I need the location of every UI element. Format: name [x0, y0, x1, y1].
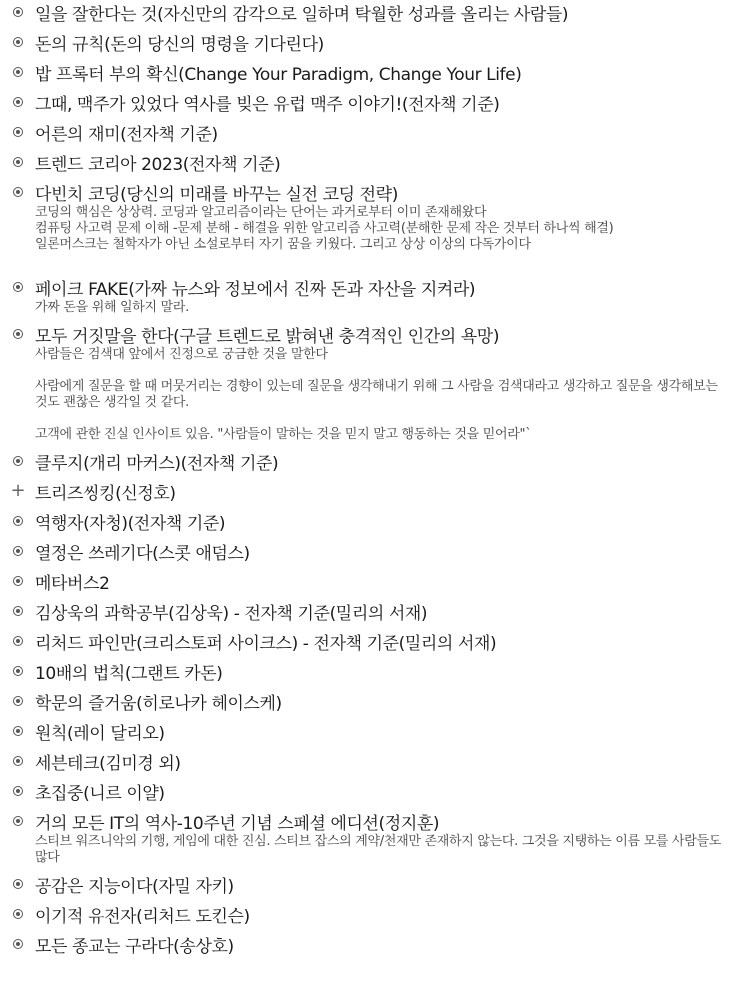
- outline-node[interactable]: [0, 659, 756, 689]
- outline-node-title[interactable]: 이기적 유전자(리처드 도킨슨): [35, 907, 250, 927]
- outline-node-title[interactable]: 초집중(니르 이얄): [35, 784, 165, 804]
- bullet-icon[interactable]: [10, 124, 26, 140]
- note-line: 스티브 워즈니악의 기행, 게임에 대한 진심. 스티브 잡스의 계약/천재만 존재하지 않는다. 그것을 지탱하는 이름 모를 사람들도 많다: [35, 834, 721, 865]
- outline-node-note[interactable]: [35, 834, 722, 872]
- note-line: 코딩의 핵심은 상상력. 코딩과 알고리즘이라는 단어는 과거로부터 이미 존재해왔다: [35, 205, 487, 220]
- bullet-icon[interactable]: [10, 723, 26, 739]
- outline-node-title[interactable]: 트렌드 코리아 2023(전자책 기준): [35, 155, 281, 175]
- outline-node-title[interactable]: 열정은 쓰레기다(스콧 애덤스): [35, 544, 250, 564]
- bullet-icon[interactable]: [10, 154, 26, 170]
- outline-node[interactable]: [0, 599, 756, 629]
- outline-node-title[interactable]: 공감은 지능이다(자밀 자키): [35, 877, 234, 897]
- outline-node-title[interactable]: 원칙(레이 달리오): [35, 724, 165, 744]
- note-line: [35, 253, 722, 269]
- bullet-icon[interactable]: [10, 573, 26, 589]
- note-line: 가짜 돈을 위해 일하지 말라.: [35, 300, 189, 315]
- bullet-icon[interactable]: [10, 453, 26, 469]
- bullet-icon[interactable]: [10, 876, 26, 892]
- outline-node[interactable]: [0, 779, 756, 809]
- bullet-icon[interactable]: [10, 34, 26, 50]
- note-line: [35, 411, 722, 427]
- note-line: 사람에게 질문을 할 때 머뭇거리는 경향이 있는데 질문을 생각해내기 위해 그 사람을 검색대라고 생각하고 질문을 생각해보는 것도 괜찮은 생각일 것 같다.: [35, 379, 718, 410]
- outline-node-title[interactable]: 돈의 규칙(돈의 당신의 명령을 기다린다): [35, 35, 324, 55]
- bullet-icon[interactable]: [10, 936, 26, 952]
- outline-node-title[interactable]: 모든 종교는 구라다(송상호): [35, 937, 234, 957]
- outline-node-title[interactable]: 일을 잘한다는 것(자신만의 감각으로 일하며 탁월한 성과를 올리는 사람들): [35, 5, 569, 25]
- bullet-icon[interactable]: [10, 513, 26, 529]
- outline-node[interactable]: [0, 809, 756, 872]
- outline-node-title[interactable]: 밥 프록터 부의 확신(Change Your Paradigm, Change Your Life): [35, 65, 522, 85]
- outline-node[interactable]: [0, 275, 756, 322]
- outline-node[interactable]: [0, 120, 756, 150]
- outline-node-title[interactable]: 그때, 맥주가 있었다 역사를 빚은 유럽 맥주 이야기!(전자책 기준): [35, 95, 500, 115]
- bullet-icon[interactable]: [10, 633, 26, 649]
- outline-node[interactable]: [0, 539, 756, 569]
- bullet-icon[interactable]: [10, 64, 26, 80]
- outline-node[interactable]: [0, 180, 756, 275]
- outline-node-title[interactable]: 10배의 법칙(그랜트 카돈): [35, 664, 223, 684]
- outline-node[interactable]: [0, 90, 756, 120]
- outline-node[interactable]: [0, 719, 756, 749]
- outline-node[interactable]: [0, 322, 756, 449]
- outline-node-title[interactable]: 거의 모든 IT의 역사-10주년 기념 스페셜 에디션(정지훈): [35, 814, 440, 834]
- bullet-icon[interactable]: [10, 184, 26, 200]
- outline-node-title[interactable]: 김상욱의 과학공부(김상욱) - 전자책 기준(밀리의 서재): [35, 604, 428, 624]
- outline-node-title[interactable]: 메타버스2: [35, 574, 110, 594]
- outline-node-title[interactable]: 리처드 파인만(크리스토퍼 사이크스) - 전자책 기준(밀리의 서재): [35, 634, 497, 654]
- bullet-icon[interactable]: [10, 663, 26, 679]
- bullet-icon[interactable]: [10, 693, 26, 709]
- outline-node-title[interactable]: 학문의 즐거움(히로나카 헤이스케): [35, 694, 282, 714]
- note-line: 일론머스크는 철학자가 아닌 소설로부터 자기 꿈을 키웠다. 그리고 상상 이상의 다독가이다: [35, 237, 531, 252]
- outline-node-title[interactable]: 세븐테크(김미경 외): [35, 754, 181, 774]
- note-line: 컴퓨팅 사고력 문제 이해 -문제 분해 - 해결을 위한 알고리즘 사고력(분해한 문제 작은 것부터 하나씩 해결): [35, 221, 614, 236]
- bullet-icon[interactable]: [10, 753, 26, 769]
- bullet-icon[interactable]: [10, 783, 26, 799]
- outline-node[interactable]: [0, 902, 756, 932]
- outline-node[interactable]: [0, 479, 756, 509]
- outline-node-title[interactable]: 모두 거짓말을 한다(구글 트렌드로 밝혀낸 충격적인 인간의 욕망): [35, 327, 500, 347]
- outline-node[interactable]: [0, 872, 756, 902]
- bullet-icon[interactable]: [10, 4, 26, 20]
- outline-node[interactable]: [0, 689, 756, 719]
- outline-node-title[interactable]: 역행자(자청)(전자책 기준): [35, 514, 226, 534]
- outline-node[interactable]: [0, 509, 756, 539]
- bullet-icon[interactable]: [10, 94, 26, 110]
- outline-node-title[interactable]: 트리즈씽킹(신정호): [35, 484, 176, 504]
- outline-node-title[interactable]: 다빈치 코딩(당신의 미래를 바꾸는 실전 코딩 전략): [35, 185, 398, 205]
- outline-node[interactable]: [0, 932, 756, 962]
- bullet-icon[interactable]: [10, 279, 26, 295]
- outline-node[interactable]: [0, 629, 756, 659]
- outline-node-title[interactable]: 어른의 재미(전자책 기준): [35, 125, 218, 145]
- note-line: 고객에 관한 진실 인사이트 있음. "사람들이 말하는 것을 믿지 말고 행동하는 것을 믿어라"`: [35, 427, 532, 442]
- bullet-icon[interactable]: [10, 813, 26, 829]
- note-line: 사람들은 검색대 앞에서 진정으로 궁금한 것을 말한다: [35, 347, 328, 362]
- outline-node[interactable]: [0, 449, 756, 479]
- outline-node[interactable]: [0, 60, 756, 90]
- note-line: [35, 363, 722, 379]
- expand-plus-icon[interactable]: +: [10, 480, 26, 501]
- bullet-icon[interactable]: [10, 543, 26, 559]
- bullet-icon[interactable]: [10, 326, 26, 342]
- outline-node-title[interactable]: 페이크 FAKE(가짜 뉴스와 정보에서 진짜 돈과 자산을 지켜라): [35, 280, 476, 300]
- outline-node[interactable]: [0, 150, 756, 180]
- outline-node-note[interactable]: [35, 300, 722, 322]
- bullet-icon[interactable]: [10, 906, 26, 922]
- outline-node[interactable]: [0, 749, 756, 779]
- outline-node[interactable]: [0, 569, 756, 599]
- outline-node-title[interactable]: 클루지(개리 마커스)(전자책 기준): [35, 454, 279, 474]
- bullet-icon[interactable]: [10, 603, 26, 619]
- outline-node[interactable]: [0, 0, 756, 30]
- outline-node[interactable]: [0, 30, 756, 60]
- outline-node-note[interactable]: [35, 205, 722, 275]
- outline-node-note[interactable]: [35, 347, 722, 449]
